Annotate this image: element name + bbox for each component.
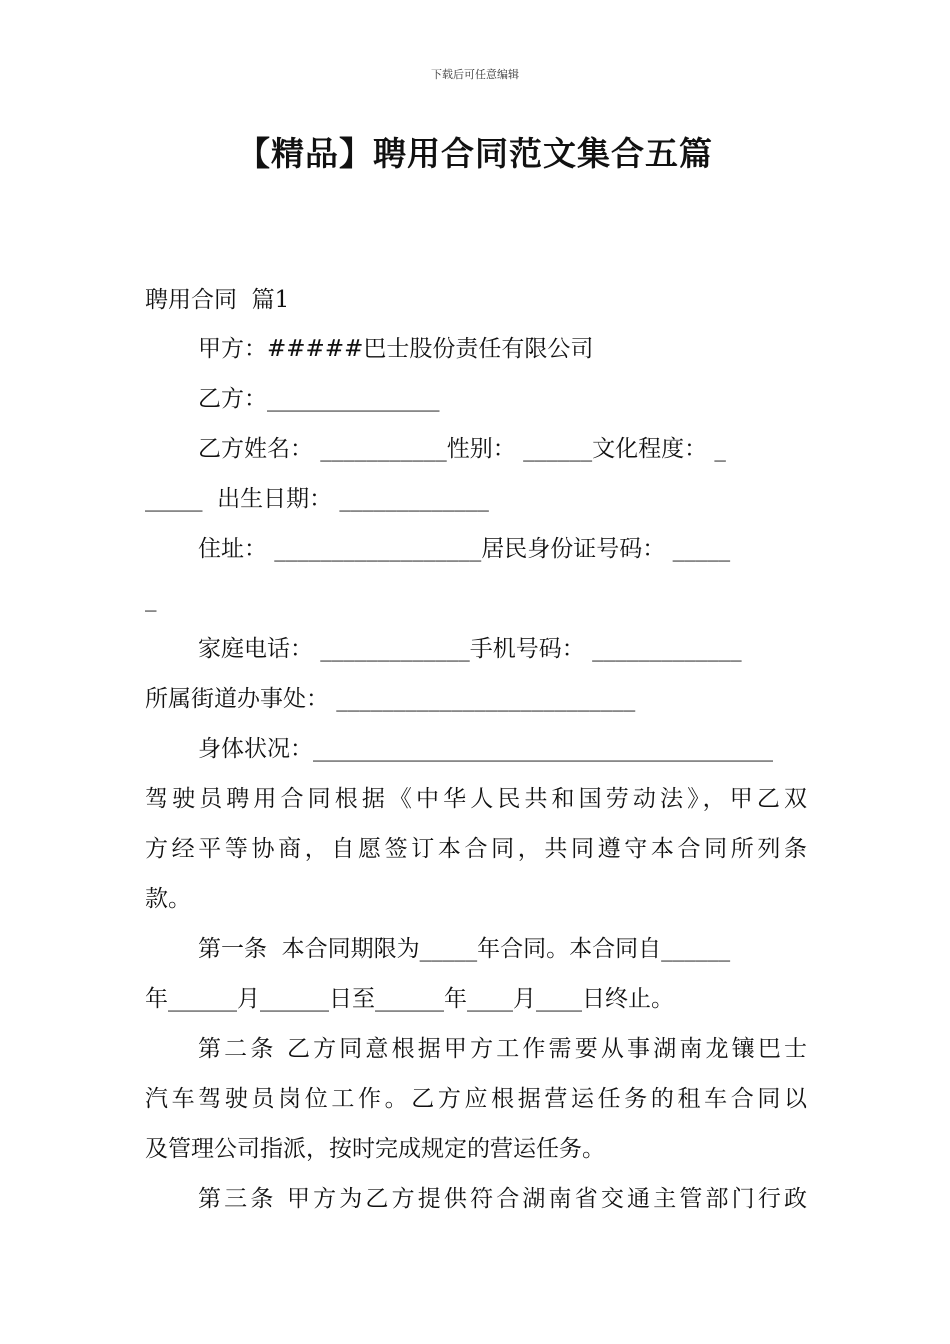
article-2-line-continued: 汽车驾驶员岗位工作。乙方应根据营运任务的租车合同以 [145, 1086, 807, 1112]
paragraph-line: 驾驶员聘用合同根据《中华人民共和国劳动法》，甲乙双 [145, 786, 807, 812]
address-line-continued: _ [145, 586, 157, 612]
health-status-line: 身体状况：________________________________________ [198, 736, 773, 762]
article-3-line: 第三条 甲方为乙方提供符合湖南省交通主管部门行政 [198, 1186, 807, 1212]
party-b-line: 乙方：_______________ [198, 386, 440, 412]
paragraph-line: 方经平等协商，自愿签订本合同，共同遵守本合同所列条 [145, 836, 807, 862]
article-2-line-end: 及管理公司指派，按时完成规定的营运任务。 [145, 1136, 605, 1162]
party-b-info-line: 乙方姓名： ___________性别： ______文化程度： _ [198, 436, 726, 462]
section-heading: 聘用合同 篇1 [145, 287, 290, 313]
birthdate-line: _____ 出生日期： _____________ [145, 486, 489, 512]
header-note: 下载后可任意编辑 [431, 68, 519, 81]
party-a-line: 甲方：#####巴士股份责任有限公司 [198, 336, 594, 362]
article-1-line: 第一条 本合同期限为_____年合同。本合同自______ [198, 936, 731, 962]
article-1-line-continued: 年______月______日至______年____月____日终止。 [145, 986, 674, 1012]
article-2-line: 第二条 乙方同意根据甲方工作需要从事湖南龙镶巴士 [198, 1036, 807, 1062]
street-office-line: 所属街道办事处： __________________________ [145, 686, 636, 712]
paragraph-line: 款。 [145, 886, 191, 912]
document-title: 【精品】聘用合同范文集合五篇 [237, 134, 713, 173]
address-line: 住址： __________________居民身份证号码： _____ [198, 536, 731, 562]
phone-line: 家庭电话： _____________手机号码： _____________ [198, 636, 742, 662]
